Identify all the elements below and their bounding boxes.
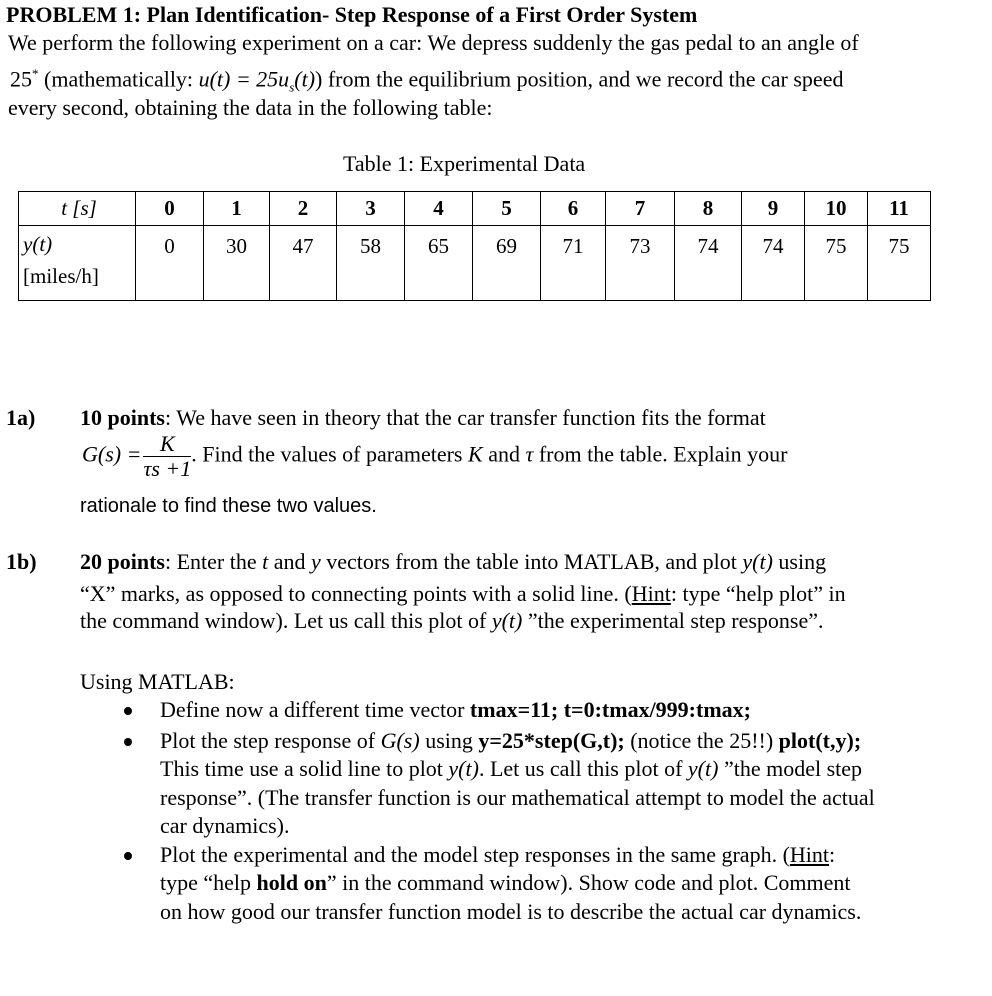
t-cell: 3	[337, 192, 405, 226]
list-item: Plot the experimental and the model step responses in the same graph. (Hint: type “help hold on” in the command window). Show code and plot. Comment on how good our transfer function model is to describe the actual car dynamics.	[120, 841, 875, 927]
y-cell: 30	[204, 226, 270, 301]
question-1a-line-2: G(s) = $\frac{K}{\tau s +1}$ . Find the values of parameters K and τ from the table. Explain your	[82, 431, 788, 481]
y-cell: 75	[805, 226, 868, 301]
table-row-time	[19, 192, 931, 226]
y-cell: 73	[606, 226, 675, 301]
intro-line-2: 25* (mathematically: $u(t) = 25u_s(t)$) from the equilibrium position, and we record the car speed	[10, 66, 844, 95]
y-cell: 47	[270, 226, 337, 301]
row-label-speed: y(t) [miles/h]	[19, 226, 136, 301]
input-formula: u(t) = 25u	[198, 66, 290, 92]
question-1b-line-3: the command window). Let us call this plot of y(t) ”the experimental step response”.	[80, 608, 824, 633]
t-cell: 4	[405, 192, 473, 226]
table-caption: Table 1: Experimental Data	[343, 151, 586, 176]
y-cell: 69	[473, 226, 541, 301]
t-cell: 8	[675, 192, 742, 226]
bullet-icon	[124, 707, 132, 715]
t-cell: 9	[742, 192, 805, 226]
y-cell: 75	[868, 226, 931, 301]
t-cell: 1	[204, 192, 270, 226]
question-1b-label: 1b)	[6, 549, 37, 574]
y-cell: 0	[136, 226, 204, 301]
y-cell: 58	[337, 226, 405, 301]
transfer-function-lhs: G(s) =	[82, 441, 142, 467]
t-cell: 0	[136, 192, 204, 226]
matlab-steps-list	[120, 696, 875, 926]
bullet-icon	[124, 738, 132, 746]
bullet-icon	[124, 852, 132, 860]
intro-line-3: every second, obtaining the data in the following table:	[8, 95, 493, 120]
intro-line-1: We perform the following experiment on a car: We depress suddenly the gas pedal to an angle of	[8, 30, 859, 55]
question-1a-label: 1a)	[6, 405, 36, 430]
t-cell: 5	[473, 192, 541, 226]
row-label-time: t [s]	[19, 192, 136, 226]
table-row-speed	[19, 226, 931, 301]
using-matlab-heading: Using MATLAB:	[80, 669, 235, 694]
y-cell: 74	[675, 226, 742, 301]
y-cell: 71	[541, 226, 606, 301]
t-cell: 11	[868, 192, 931, 226]
problem-title: PROBLEM 1: Plan Identification- Step Response of a First Order System	[6, 2, 698, 27]
experimental-data-table	[18, 191, 931, 301]
t-cell: 6	[541, 192, 606, 226]
question-1b-line-1: 20 points: Enter the t and y vectors from the table into MATLAB, and plot y(t) using	[80, 549, 827, 574]
y-cell: 74	[742, 226, 805, 301]
question-1a-line-3: rationale to find these two values.	[80, 495, 377, 517]
list-item: Plot the step response of G(s) using y=25*step(G,t); (notice the 25!!) plot(t,y); This time use a solid line to plot y(t). Let us call this plot of y(t) ”the model step response”. (The transfer function is our mathematical attempt to model the actual car dynamics).	[120, 727, 875, 841]
t-cell: 2	[270, 192, 337, 226]
y-cell: 65	[405, 226, 473, 301]
list-item: Define now a different time vector tmax=11; t=0:tmax/999:tmax;	[120, 696, 875, 725]
t-cell: 10	[805, 192, 868, 226]
question-1a-line-1: 10 points: We have seen in theory that the car transfer function fits the format	[80, 405, 766, 430]
t-cell: 7	[606, 192, 675, 226]
transfer-function-fraction: $\frac{K}{\tau s +1}$	[143, 431, 192, 481]
question-1b-line-2: “X” marks, as opposed to connecting points with a solid line. (Hint: type “help plot” in	[80, 581, 846, 606]
